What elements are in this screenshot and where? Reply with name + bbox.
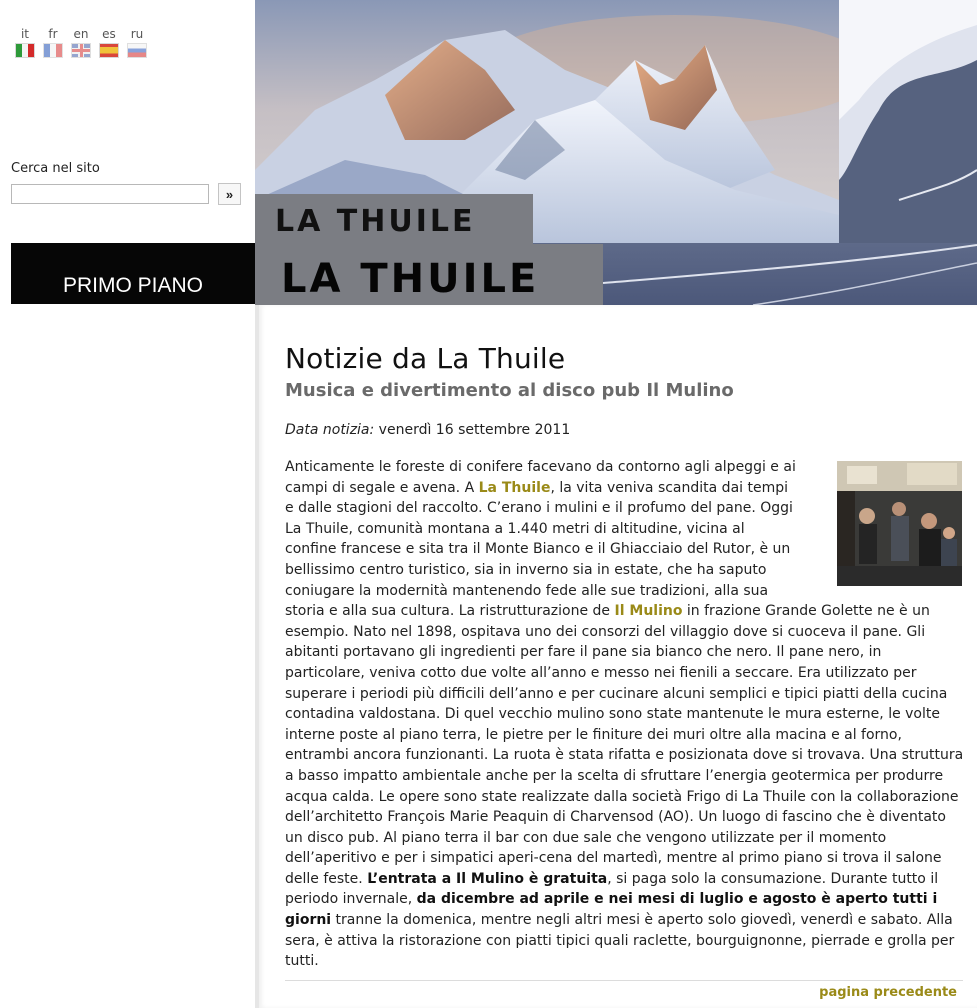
- search-submit-button[interactable]: »: [218, 183, 241, 205]
- uk-flag-icon[interactable]: [71, 43, 91, 58]
- link-il-mulino[interactable]: Il Mulino: [614, 603, 683, 620]
- news-date: [285, 422, 570, 438]
- language-code: ru: [130, 27, 144, 41]
- spain-flag-icon[interactable]: [99, 43, 119, 58]
- page-title: Notizie da La Thuile: [285, 342, 566, 375]
- news-date-value: venerdì 16 settembre 2011: [374, 422, 571, 438]
- language-fr[interactable]: [39, 27, 67, 58]
- previous-page-link[interactable]: pagina precedente: [819, 985, 957, 1000]
- language-en[interactable]: [67, 27, 95, 58]
- language-code: es: [102, 27, 116, 41]
- article-text: in frazione Grande Golette ne è un esempio. Nato nel 1898, ospitava uno dei consorzi del villaggio dove si cuoceva il pane. Gli abitanti portavano gli ingredienti per fare il pane sia bianco che nero. Il pane nero, in particolare, veniva cotto due volte all’anno e messo nei fienili a seccare. Era utilizzato per superare i periodi più difficili dell’anno e per cucinare alcuni semplici e tipici piatti della cucina contadina valdostana. Di quel vecchio mulino sono state mantenute le mura esterne, le volte interne poste al piano terra, le pietre per le finiture dei muri oltre alla macina e al forno, entrambi ancora funzionanti. La ruota è stata rifatta e posizionata dove si trovava. Una struttura a basso impatto ambientale anche per la scelta di sfruttare l’energia geotermica per produrre acqua calda. Le opere sono state realizzate dalla società Frigo di La Thuile con la collaborazione dell’architetto François Marie Peaquin di Charvensod (AO). Un luogo di fascino che è diventato un disco pub. Al piano terra il bar con due sale che vengono utilizzate per il momento dell’aperitivo e per i simpatici aperi-cena del martedì, mentre al primo piano si trova il salone delle feste.: [285, 603, 964, 887]
- article-text: , la vita veniva scandita dai tempi e dalle stagioni del raccolto. C’erano i mulini e il profumo del pane. Oggi La Thuile, comunità montana a 1.440 metri di altitudine, vicina al confine francese e sita tra il Monte Bianco e il Ghiacciaio del Rutor, è un bellissimo centro turistico, sia in inverno sia in estate, che ha saputo coniugare la modernità mantenendo fede alle sue tradizioni, alla sua storia e alla sua cultura. La ristrutturazione de: [285, 479, 793, 620]
- link-la-thuile[interactable]: La Thuile: [478, 479, 551, 496]
- snow-slope-photo: [839, 0, 977, 243]
- language-code: it: [20, 27, 30, 41]
- page-subtitle: Musica e divertimento al disco pub Il Mulino: [285, 380, 734, 401]
- language-ru[interactable]: [123, 27, 151, 58]
- language-code: fr: [48, 27, 58, 41]
- sidebar: [0, 0, 255, 1008]
- article-text: , si paga solo la consumazione. Durante tutto il periodo invernale,: [285, 870, 939, 908]
- article-text: Anticamente le foreste di conifere facevano da contorno agli alpeggi e ai campi di segale e avena. A: [285, 459, 796, 496]
- language-switcher: [11, 27, 151, 58]
- language-it[interactable]: [11, 27, 39, 58]
- article-highlight: L’entrata a Il Mulino è gratuita: [367, 870, 608, 887]
- nav-primo-piano[interactable]: PRIMO PIANO: [11, 243, 255, 304]
- news-date-label: Data notizia:: [285, 422, 375, 438]
- article-text: tranne la domenica, mentre negli altri mesi è aperto solo giovedì, venerdì e sabato. Alla sera, è attiva la ristorazione con piatti tipici quali raclette, bourguignonne, pierrade e grolla per tutti.: [285, 912, 955, 970]
- language-code: en: [73, 27, 89, 41]
- france-flag-icon[interactable]: [43, 43, 63, 58]
- russia-flag-icon[interactable]: [127, 43, 147, 58]
- header-banner: [255, 0, 977, 305]
- search-label: Cerca nel sito: [11, 161, 100, 176]
- ski-tracks-decoration: [603, 243, 977, 305]
- main-content: [255, 305, 977, 1008]
- article-highlight: da dicembre ad aprile e nei mesi di luglio e agosto è aperto tutti i giorni: [285, 891, 938, 929]
- italy-flag-icon[interactable]: [15, 43, 35, 58]
- language-es[interactable]: [95, 27, 123, 58]
- article-body: [285, 457, 965, 972]
- search-input[interactable]: [11, 184, 209, 204]
- divider: [285, 980, 963, 981]
- site-logo-small[interactable]: LA THUILE: [275, 204, 476, 239]
- site-logo-large[interactable]: LA THUILE: [281, 256, 540, 302]
